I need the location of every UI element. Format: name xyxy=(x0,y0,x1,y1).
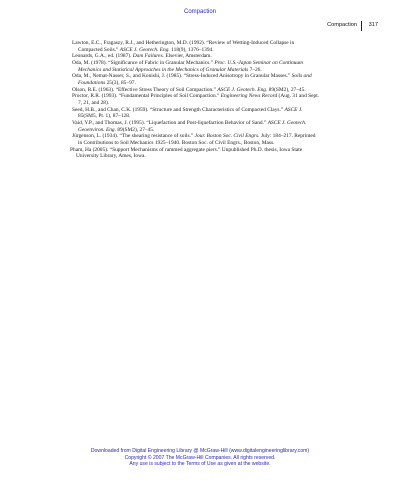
footer-terms-link[interactable]: Any use is subject to the Terms of Use as given at the website. xyxy=(129,461,271,468)
footer-copyright-link[interactable]: Copyright © 2007 The McGraw-Hill Companies. All rights reserved. xyxy=(124,454,276,461)
reference-item: Pham, Ha (2005). “Support Mechanisms of rammed aggregate piers.” Unpublished Ph.D. thesis, Iowa State University Library, Ames, Iowa. xyxy=(70,146,303,160)
reference-item: Oda, M. (1978). “Significance of Fabric in Granular Mechanics.” Proc. U.S.-Japan Seminar on Continuum Mechanics and Statistical Approaches in the Mechanics of Granular Materials 7–26. xyxy=(72,59,303,73)
running-header xyxy=(300,21,378,31)
reference-item: Proctor, R.R. (1993). “Fundamental Principles of Soil Compaction.” Engineering News Record (Aug. 31 and Sept. 7, 21, and 28). xyxy=(72,93,320,106)
copyright-footer xyxy=(0,448,400,468)
reference-item: Olson, R.E. (1963). “Effective Stress Theory of Soil Compaction.” ASCE J. Geotech. Eng. 89(SM2), 27–45. xyxy=(72,86,306,93)
footer-download-link[interactable]: Downloaded from Digital Engineering Library @ McGraw-Hill (www.digitalengineeringlibrary.com) xyxy=(90,448,310,454)
reference-item: Lawton, E.C., Fragaszy, R.J., and Hetherington, M.D. (1992). “Review of Wetting-Induced Collapse in Compacted Soils.” ASCE J. Geotech. Eng. 118(9), 1376–1394. xyxy=(72,40,295,53)
reference-list xyxy=(72,40,320,160)
reference-item: Oda, M., Nemat-Nasser, S., and Konishi, J. (1985). “Stress-Induced Anisotropy in Granular Masses.” Soils and Foundations 25(3), 85–97. xyxy=(72,73,312,86)
top-title-link[interactable]: Compaction xyxy=(183,9,216,15)
header-divider xyxy=(361,21,362,31)
reference-item: Seed, H.B., and Chan, C.K. (1959). “Structure and Strength Characteristics of Compacted Clays.” ASCE J. 85(SM5, Pt. 1), 87–128. xyxy=(72,106,303,120)
reference-item: Vaid, Y.P., and Thomas, J. (1995). “Liquefaction and Post-liquefaction Behavior of Sand.” ASCE J. Geotech. Geoenviron. Eng. 89(SM2), 27–45. xyxy=(72,119,307,133)
page-number: 317 xyxy=(368,22,378,28)
reference-item: Jürgenson, L. (1934). “The shearing resistance of soils.” Jour. Boston Soc. Civil Engrs. July: 184–217. Reprinted in Contributions to Soil Mechanics 1925–1940. Boston Soc. of Civil Engrs., Boston, Mass. xyxy=(72,133,316,146)
reference-item: Leonards, G.A., ed. (1987). Dam Failures. Elsevier, Amsterdam. xyxy=(72,53,212,60)
running-title: Compaction xyxy=(327,22,357,28)
